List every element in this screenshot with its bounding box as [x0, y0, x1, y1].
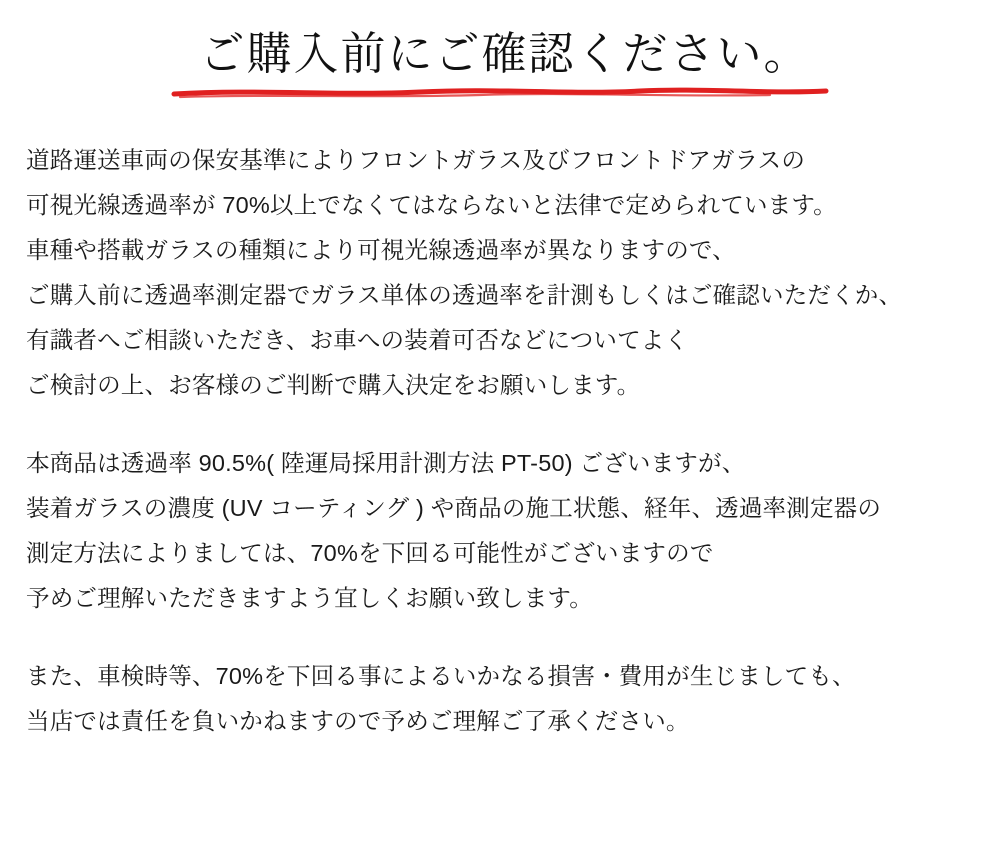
text-line: 有識者へご相談いただき、お車への装着可否などについてよく	[26, 327, 689, 354]
text-line: 測定方法によりましては、70%を下回る可能性がございますので	[26, 540, 714, 567]
text-line: ご検討の上、お客様のご判断で購入決定をお願いします。	[26, 372, 641, 399]
text-line: また、車検時等、70%を下回る事によるいかなる損害・費用が生じましても、	[26, 663, 856, 690]
text-line: 可視光線透過率が 70%以上でなくてはならないと法律で定められています。	[26, 192, 837, 219]
text-line: 道路運送車両の保安基準によりフロントガラス及びフロントドアガラスの	[26, 147, 806, 174]
body-text	[0, 102, 1000, 744]
text-line: 車種や搭載ガラスの種類により可視光線透過率が異なりますので、	[26, 237, 736, 264]
text-line: 当店では責任を負いかねますので予めご理解ご了承ください。	[26, 708, 690, 735]
text-line: 装着ガラスの濃度 (UV コーティング ) や商品の施工状態、経年、透過率測定器の	[26, 495, 882, 522]
paragraph-product-transmittance	[26, 441, 1000, 621]
text-line: ご購入前に透過率測定器でガラス単体の透過率を計測もしくはご確認いただくか、	[26, 282, 903, 309]
paragraph-legal-standard	[26, 138, 1000, 408]
title-underline	[0, 86, 1000, 102]
paragraph-liability-disclaimer	[26, 654, 1000, 744]
page-title: ご購入前にご確認ください。	[199, 28, 811, 79]
text-line: 本商品は透過率 90.5%( 陸運局採用計測方法 PT-50) ございますが、	[26, 450, 746, 477]
title-block	[0, 0, 1000, 102]
red-underline-stroke	[170, 86, 830, 100]
text-line: 予めご理解いただきますよう宜しくお願い致します。	[26, 585, 593, 612]
